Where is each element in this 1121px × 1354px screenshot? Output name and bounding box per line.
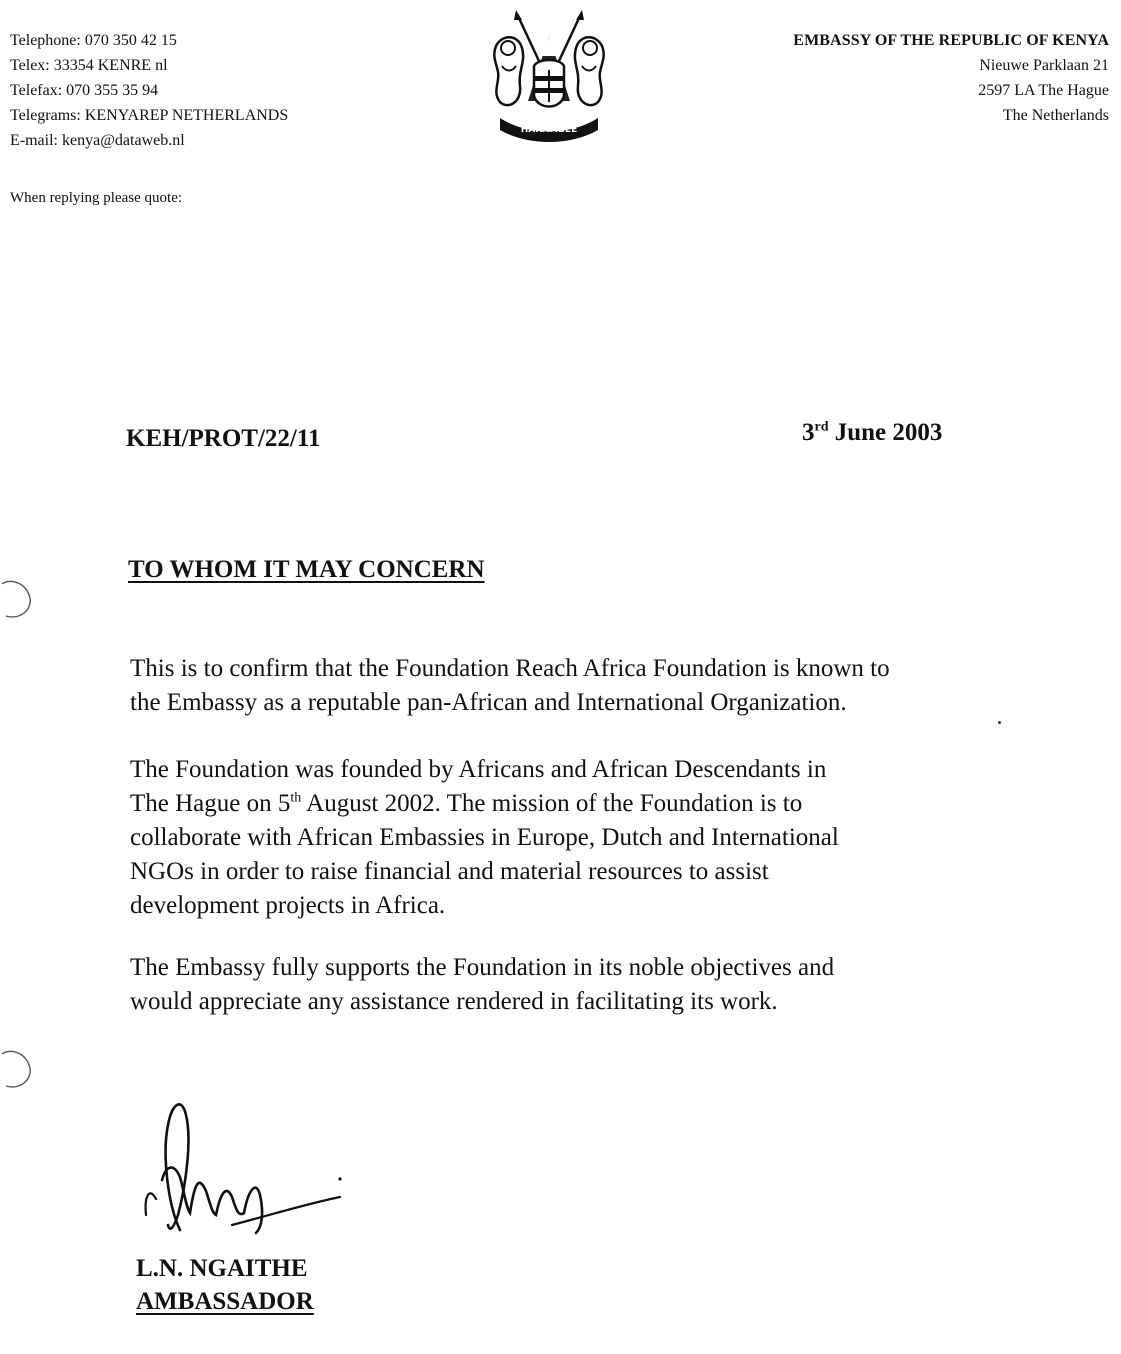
paragraph-3	[130, 951, 1050, 1019]
line-segment: August 2002. The mission of the Foundation is to	[301, 790, 803, 817]
punch-hole-mark	[0, 1048, 36, 1092]
punch-hole-mark	[0, 578, 36, 622]
ordinal-suffix: th	[290, 790, 302, 806]
paragraph-line: The Foundation was founded by Africans and African Descendants in	[130, 756, 827, 783]
paragraph-line: NGOs in order to raise financial and material resources to assist	[130, 858, 769, 885]
reply-note: When replying please quote:	[10, 190, 183, 206]
paragraph-line: The Embassy fully supports the Foundation in its noble objectives and	[130, 954, 835, 981]
handwritten-signature	[140, 1095, 360, 1240]
signatory-title: AMBASSADOR	[136, 1288, 314, 1315]
emblem-motto: HARAMBEE	[520, 125, 578, 135]
date-rest: June 2003	[828, 419, 943, 446]
email-line: E-mail: kenya@dataweb.nl	[10, 132, 185, 149]
paragraph-line: This is to confirm that the Foundation Reach Africa Foundation is known to	[130, 655, 890, 682]
telephone-line: Telephone: 070 350 42 15	[10, 32, 177, 49]
embassy-country: The Netherlands	[1002, 107, 1109, 124]
paragraph-2	[130, 753, 1050, 923]
telegrams-line: Telegrams: KENYAREP NETHERLANDS	[10, 107, 289, 124]
paragraph-line: collaborate with African Embassies in Europe, Dutch and International	[130, 824, 839, 851]
contact-block	[10, 28, 288, 153]
paragraph-line	[130, 787, 1050, 821]
paragraph-1	[130, 652, 1050, 720]
embassy-name: EMBASSY OF THE REPUBLIC OF KENYA	[793, 32, 1109, 49]
paragraph-line: the Embassy as a reputable pan-African and International Organization.	[130, 689, 847, 716]
letter-heading: TO WHOM IT MAY CONCERN	[128, 556, 485, 583]
paragraph-line: would appreciate any assistance rendered in facilitating its work.	[130, 988, 778, 1015]
telefax-line: Telefax: 070 355 35 94	[10, 82, 159, 99]
date-suffix: rd	[814, 419, 829, 435]
scan-speck	[998, 721, 1001, 724]
reference-number: KEH/PROT/22/11	[126, 425, 321, 452]
signatory-name: L.N. NGAITHE	[136, 1255, 308, 1282]
line-segment: The Hague on 5	[130, 790, 291, 817]
embassy-street: Nieuwe Parklaan 21	[979, 57, 1109, 74]
letter-date	[802, 419, 942, 447]
kenya-coat-of-arms-icon	[488, 6, 610, 146]
embassy-address	[793, 28, 1109, 128]
signatory-block	[136, 1252, 314, 1318]
embassy-city: 2597 LA The Hague	[978, 82, 1109, 99]
telex-line: Telex: 33354 KENRE nl	[10, 57, 168, 74]
paragraph-line: development projects in Africa.	[130, 892, 446, 919]
date-day: 3	[802, 419, 815, 446]
